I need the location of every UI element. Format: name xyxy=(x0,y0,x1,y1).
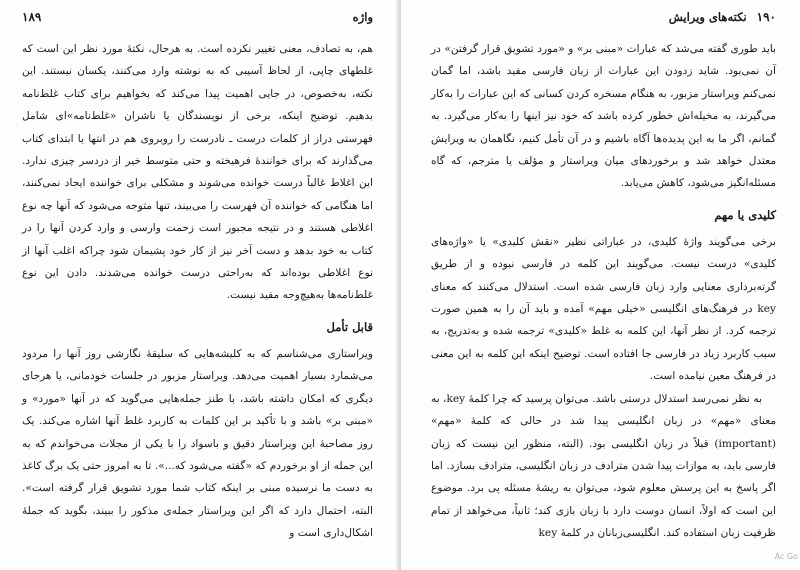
left-page-header xyxy=(22,10,373,32)
corner-watermark: Ac Go xyxy=(774,552,798,561)
left-section-heading: قابل تأمل xyxy=(326,319,373,334)
left-page-number: ۱۸۹ xyxy=(22,10,42,24)
right-page-number: ۱۹۰ xyxy=(756,10,776,24)
right-page-header xyxy=(431,10,776,32)
right-page xyxy=(401,0,800,570)
left-paragraph-1: هم، به تصادف، معنی تغییر نکرده است. به هرحال، نکتهٔ مورد نظر این است که غلطهای چاپی، از لحاظ آسیبی که به نوشته وارد می‌کنند، یکسان نیستند. این نکته، به‌خصوص، در جایی اهمیت پیدا می‌کند که بخواهیم برای کتاب غلط‌نامه بدهیم. توضیح اینکه، برخی از نویسندگان یا ناشران «غلط‌نامه»‌ای شامل فهرستی دراز از کلمات درست ـ نادرست را روبروی هم در انتها یا ابتدای کتاب می‌گذارند که برای خوانندهٔ فرهیخته و حتی متوسط خیر از دردسر چیزی ندارد. این اغلاط غالباً درست خوانده می‌شوند و مشکلی برای خواننده ایجاد نمی‌کنند، اما هنگامی که خواننده آن فهرست را می‌بیند، تنها متوجه می‌شود که آنها چه نوع اغلاطی هستند و در نتیجه مجبور است زحمت وارسی و وارد کردن آنها را در کتاب به خود بدهد و دست آخر نیز از کار خود پشیمان شود چراکه اغلب آنها از نوع اغلاطی بوده‌اند که به‌راحتی درست خوانده می‌شدند. دادن این نوع غلط‌نامه‌ها به‌هیچ‌وجه مفید نیست. xyxy=(22,43,373,302)
right-paragraph-2: برخی می‌گویند واژهٔ کلیدی، در عباراتی نظیر «نقش کلیدی» یا «واژه‌های کلیدی» درست نیست. می‌گویند این کلمه در فارسی نبوده و از طریق گرته‌برداری معنایی وارد زبان فارسی شده است. استدلال می‌کنند که معنای key در فرهنگ‌های انگلیسی «خیلی مهم» آمده و باید آن را به همین صورت ترجمه کرد. از نظر آنها، این کلمه به غلط «کلیدی» ترجمه شده و به‌تدریج، به سبب کاربرد زیاد در فارسی جا افتاده است. توضیح اینکه این کلمه به این معنی در فرهنگ معین نیامده است. xyxy=(431,235,776,383)
left-paragraph-2: ویراستاری می‌شناسم که به کلیشه‌هایی که سلیقهٔ نگارشی روز آنها را مردود می‌شمارد بسیار اهمیت می‌دهد. ویراستار مزبور در جلسات خودمانی، یا هرجای دیگری که امکان داشته باشد، با طنز جمله‌هایی می‌گوید که در آنها «مورد» و «مبنی بر» باشد و با تأکید بر این کلمات به کاربرد غلط آنها اشاره می‌کند. یک روز مصاحبهٔ این ویراستار دقیق و باسواد را با یکی از مجلات می‌خواندم که به این جمله از او برخوردم که «گفته می‌شود که...». تا به امروز حتی یک برگ کاغذ به دست ما نرسیده مبنی بر اینکه کتاب شما مورد تشویق قرار گرفته است». البته، احتمال دارد که اگر این ویراستار جمله‌ی مذکور را ببیند، بگوید که جملهٔ اشکال‌داری است و xyxy=(22,347,373,540)
left-page-title: واژه xyxy=(352,10,373,24)
right-paragraph-1: باید طوری گفته می‌شد که عبارات «مبنی بر» و «مورد تشویق قرار گرفتن» در آن نمی‌بود. شاید زدودن این عبارات از زبان فارسی مفید باشد، اما گمان نمی‌کنم ویراستار مزبور، به هنگام مسخره کردن کسانی که این عبارات را به‌کار می‌گیرند، به مخیله‌اش خطور کرده باشد که خود نیز اینها را به‌کار می‌گیرد. به گمانم، اگر ما به این پدیده‌ها آگاه باشیم و در آن تأمل کنیم، نگاهمان به ویرایش معتدل خواهد شد و برخوردهای میان ویراستار و مؤلف یا مترجم، که گاه مسئله‌انگیز می‌شود، کاهش می‌یابد. xyxy=(431,43,776,190)
left-page xyxy=(0,0,399,570)
right-paragraph-3: به نظر نمی‌رسد استدلال درستی باشد. می‌توان پرسید که چرا کلمهٔ key، به معنای «مهم» در زبان انگلیسی پیدا شد در حالی که کلمهٔ «مهم» (important) قبلاً در زبان انگلیسی بود. (البته، منظور این نیست که زبان فارسی باید، به موازات پیدا شدن مترادف در زبان انگلیسی، مترادف بسازد. اما اگر پاسخ به این پرسش معلوم شود، می‌توان به ریشهٔ مسئله پی برد. موضوع این است که اولاً، انسان دوست دارد با زبان بازی کند؛ ثانیاً، می‌خواهد از تمام ظرفیت زبان استفاده کند. انگلیسی‌زبانان در کلمهٔ key xyxy=(431,392,776,540)
right-page-title: نکته‌های ویرایش xyxy=(668,10,747,24)
right-section-heading: کلیدی یا مهم xyxy=(714,207,776,222)
